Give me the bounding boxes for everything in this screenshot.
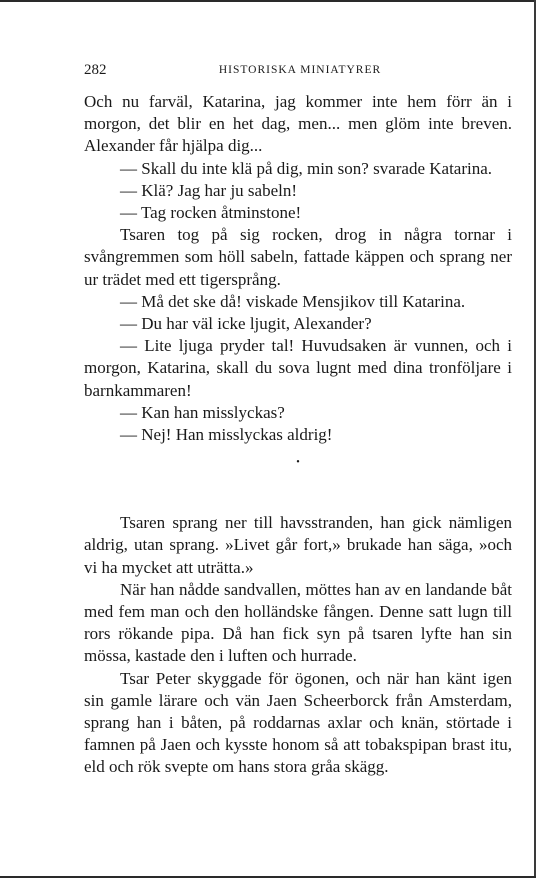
paragraph: — Tag rocken åtminstone! — [120, 203, 302, 223]
paragraph: När han nådde sandvallen, möttes han av en landande båt med fem man och den holländske fången. Denne satt lugn till rors rökande pipa. Då han fick syn på tsaren lyfte han sin mössa, kastade den i luften och hurrade. — [84, 579, 512, 666]
page-number: 282 — [84, 62, 107, 78]
section-break — [84, 446, 512, 512]
paragraph: — Nej! Han misslyckas aldrig! — [120, 425, 333, 445]
section-break-mark: • — [296, 457, 300, 469]
paragraph: — Må det ske då! viskade Mensjikov till Katarina. — [120, 291, 466, 311]
paragraph: — Du har väl icke ljugit, Alexander? — [120, 314, 372, 334]
paragraph: Tsar Peter skyggade för ögonen, och när han känt igen sin gamle lärare och vän Jaen Scheerborck från Amsterdam, sprang han i båten, på roddarnas axlar och knän, störtade i famnen på Jaen och kysste honom så att tobakspipan brast itu, eld och rök svepte om hans stora gråa skägg. — [84, 668, 512, 777]
page-top-edge — [0, 0, 536, 2]
paragraph: — Klä? Jag har ju sabeln! — [120, 180, 298, 200]
paragraph: — Lite ljuga pryder tal! Huvudsaken är vunnen, och i morgon, Katarina, skall du sova lugnt med dina tronföljare i barnkammaren! — [84, 336, 512, 400]
running-title: HISTORISKA MINIATYRER — [218, 64, 382, 76]
paragraph: — Kan han misslyckas? — [120, 402, 285, 422]
body-text — [84, 91, 512, 779]
paragraph: Tsaren tog på sig rocken, drog in några tornar i svångremmen som höll sabeln, fattade käppen och sprang ner ur trädet med ett tigersprång. — [84, 225, 512, 289]
paragraph: — Skall du inte klä på dig, min son? svarade Katarina. — [120, 158, 493, 178]
page-header — [84, 62, 516, 80]
paragraph: Och nu farväl, Katarina, jag kommer inte hem förr än i morgon, det blir en het dag, men... men glöm inte breven. Alexander får hjälpa dig... — [84, 92, 512, 156]
paragraph: Tsaren sprang ner till havsstranden, han gick nämligen aldrig, utan sprang. »Livet går fort,» brukade han säga, »och vi ha mycket att uträtta.» — [84, 513, 512, 577]
